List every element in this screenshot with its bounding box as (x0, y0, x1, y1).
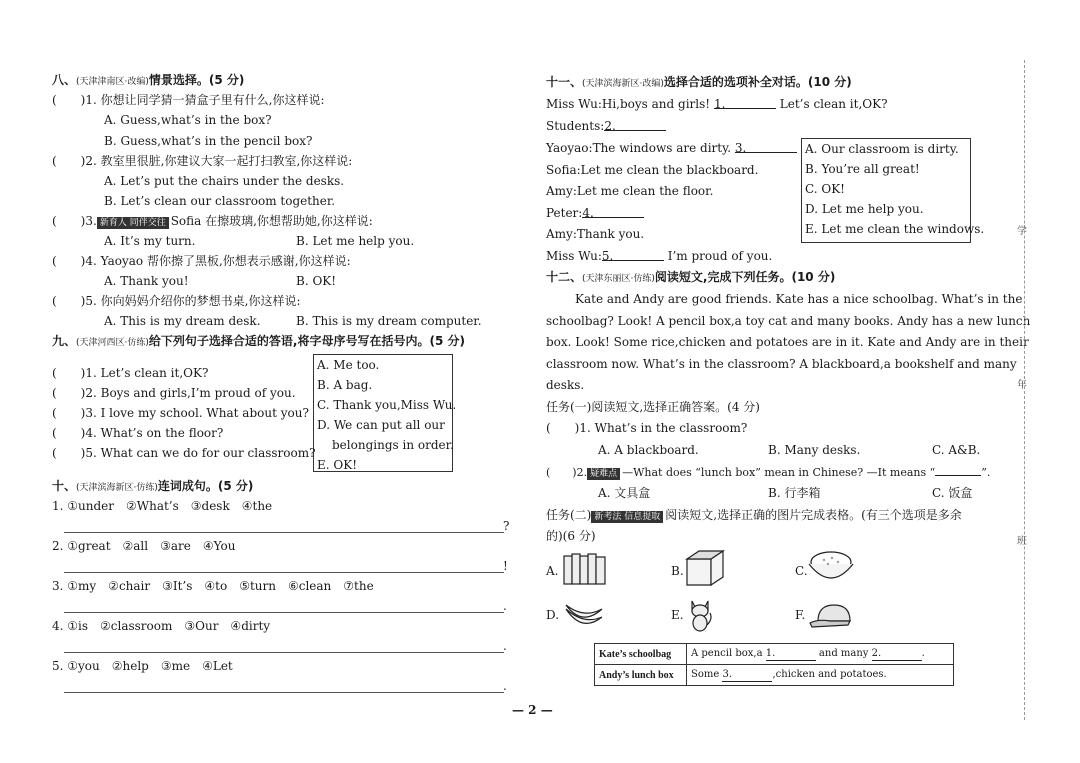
passage-line-3: box. Look! Some rice,chicken and potatoes are in it. Kate and Andy are in their (546, 335, 1029, 349)
s8-q1-option-b: B. Guess,what’s in the pencil box? (104, 134, 313, 148)
passage-line-1: Kate and Andy are good friends. Kate has a nice schoolbag. What’s in the (575, 292, 1023, 306)
s11-option-d: D. Let me help you. (805, 202, 924, 216)
s10-question-3: 3. ①my ②chair ③It’s ④to ⑤turn ⑥clean ⑦the (52, 579, 374, 593)
tag-badge: 新考法 信息提取 (591, 511, 663, 523)
s8-question-1: ( )1. 你想让同学猜一猜盒子里有什么,你这样说: (52, 93, 325, 107)
passage-line-4: classroom now. What’s in the classroom? A blackboard,a bookshelf and many (546, 357, 1017, 371)
task1-question-2: ( )2. 疑难点 —What does “lunch box” mean in Chinese? —It means “ ”. (546, 463, 990, 481)
s11-option-b: B. You’re all great! (805, 162, 920, 176)
task1-q1-option-b: B. Many desks. (768, 443, 861, 457)
pic-label-a: A. (546, 564, 559, 578)
s9-question-1: ( )1. Let’s clean it,OK? (52, 366, 209, 380)
task1-q2-option-c: C. 饭盒 (932, 486, 973, 500)
task1-q1-option-a: A. A blackboard. (598, 443, 699, 457)
answer-line-1[interactable] (64, 531, 504, 533)
tag-badge: 疑难点 (587, 468, 620, 480)
s11-options-box (801, 138, 985, 243)
s9-option-c: C. Thank you,Miss Wu. (317, 398, 457, 412)
s11-option-e: E. Let me clean the windows. (805, 222, 985, 236)
pic-label-b: B. (671, 564, 684, 578)
s9-option-e: E. OK! (317, 458, 358, 472)
answer-line-2[interactable] (64, 571, 504, 573)
s11-line-6: Peter:4. (546, 205, 644, 221)
s9-question-2: ( )2. Boys and girls,I’m proud of you. (52, 386, 296, 400)
answer-line-4[interactable] (64, 651, 504, 653)
task-2-header: 任务(二) 新考法 信息提取 阅读短文,选择正确的图片完成表格。(有三个选项是多余 (546, 508, 962, 522)
s8-question-3: ( )3. 新育人 同伴交往 Sofia 在擦玻璃,你想帮助她,你这样说: (52, 214, 373, 228)
s8-q2-option-b: B. Let’s clean our classroom together. (104, 194, 336, 208)
s10-question-5: 5. ①you ②help ③me ④Let (52, 659, 233, 673)
page-number: — 2 — (512, 703, 553, 717)
s11-line-8: Miss Wu:5. I’m proud of you. (546, 249, 773, 263)
task1-q1-option-c: C. A&B. (932, 443, 981, 457)
answer-line-3[interactable] (64, 611, 504, 613)
section-10-header: 十、(天津滨海新区·仿练)连词成句。(5 分) (52, 479, 254, 493)
table-cell: A pencil box,a 1. and many 2. . (687, 644, 954, 665)
answer-line-5[interactable] (64, 691, 504, 693)
s10-question-4: 4. ①is ②classroom ③Our ④dirty (52, 619, 271, 633)
books-icon (562, 551, 608, 587)
rice-bowl-icon (806, 548, 856, 586)
s11-line-5: Amy:Let me clean the floor. (546, 184, 714, 198)
s8-q3-option-a: A. It’s my turn. (104, 234, 196, 248)
table-row-label: Kate’s schoolbag (595, 644, 687, 665)
section-12-header: 十二、(天津东丽区·仿练)阅读短文,完成下列任务。(10 分) (546, 270, 836, 284)
passage-line-5: desks. (546, 378, 585, 392)
task-1-header: 任务(一)阅读短文,选择正确答案。(4 分) (546, 400, 760, 414)
table-row (595, 665, 954, 686)
s11-line-3: Yaoyao:The windows are dirty. 3. (546, 140, 797, 156)
s10-punct-3: . (503, 599, 507, 613)
section-11-header: 十一、(天津滨海新区·改编)选择合适的选项补全对话。(10 分) (546, 75, 852, 89)
info-table (594, 643, 954, 686)
pic-label-c: C. (795, 564, 808, 578)
pic-label-e: E. (671, 608, 684, 622)
table-row (595, 644, 954, 665)
section-8-header: 八、(天津津南区·改编)情景选择。(5 分) (52, 73, 245, 87)
margin-label-2: 年 (1017, 380, 1027, 391)
s8-q5-option-a: A. This is my dream desk. (104, 314, 261, 328)
passage-line-2: schoolbag? Look! A pencil box,a toy cat and many books. Andy has a new lunch (546, 314, 1031, 328)
s8-question-2: ( )2. 教室里很脏,你建议大家一起打扫教室,你这样说: (52, 154, 353, 168)
pic-label-f: F. (795, 608, 806, 622)
s8-question-4: ( )4. Yaoyao 帮你擦了黑板,你想表示感谢,你这样说: (52, 254, 351, 268)
s8-q1-option-a: A. Guess,what’s in the box? (104, 113, 272, 127)
box-icon (683, 547, 727, 587)
s9-question-4: ( )4. What’s on the floor? (52, 426, 224, 440)
table-row-label: Andy’s lunch box (595, 665, 687, 686)
s9-question-5: ( )5. What can we do for our classroom? (52, 446, 316, 460)
s8-q2-option-a: A. Let’s put the chairs under the desks. (104, 174, 345, 188)
table-cell: Some 3. ,chicken and potatoes. (687, 665, 954, 686)
s9-option-d: D. We can put all our (317, 418, 445, 432)
s11-option-c: C. OK! (805, 182, 846, 196)
task1-q2-option-b: B. 行李箱 (768, 486, 821, 500)
s11-line-4: Sofia:Let me clean the blackboard. (546, 163, 759, 177)
section-9-header: 九、(天津河西区·仿练)给下列句子选择合适的答语,将字母序号写在括号内。(5 分) (52, 334, 465, 348)
s8-q3-option-b: B. Let me help you. (296, 234, 415, 248)
s9-option-d-cont: belongings in order. (332, 438, 454, 452)
margin-label-1: 学 (1017, 226, 1027, 237)
s9-question-3: ( )3. I love my school. What about you? (52, 406, 309, 420)
s11-line-1: Miss Wu:Hi,boys and girls! 1. Let’s clean it,OK? (546, 97, 888, 111)
s10-question-2: 2. ①great ②all ③are ④You (52, 539, 236, 553)
s11-line-7: Amy:Thank you. (546, 227, 645, 241)
cap-icon (808, 601, 856, 629)
task1-question-1: ( )1. What’s in the classroom? (546, 421, 748, 435)
s10-question-1: 1. ①under ②What’s ③desk ④the (52, 499, 273, 513)
s8-q4-option-b: B. OK! (296, 274, 337, 288)
pic-label-d: D. (546, 608, 560, 622)
s11-line-2: Students:2. (546, 118, 666, 134)
s8-question-5: ( )5. 你向妈妈介绍你的梦想书桌,你这样说: (52, 294, 301, 308)
task-2-header-cont: 的)(6 分) (546, 529, 596, 543)
margin-label-3: 班 (1017, 536, 1027, 547)
s8-q5-option-b: B. This is my dream computer. (296, 314, 482, 328)
s9-options-box (313, 354, 457, 472)
s8-q4-option-a: A. Thank you! (104, 274, 189, 288)
s10-punct-1: ? (503, 519, 510, 533)
s9-option-b: B. A bag. (317, 378, 373, 392)
s10-punct-4: . (503, 639, 507, 653)
toy-cat-icon (686, 597, 714, 633)
s11-option-a: A. Our classroom is dirty. (805, 142, 959, 156)
banana-icon (562, 597, 606, 631)
s10-punct-5: . (503, 679, 507, 693)
s9-option-a: A. Me too. (317, 358, 380, 372)
task1-q2-option-a: A. 文具盒 (598, 486, 651, 500)
tag-badge: 新育人 同伴交往 (97, 217, 169, 229)
s10-punct-2: ! (503, 559, 508, 573)
